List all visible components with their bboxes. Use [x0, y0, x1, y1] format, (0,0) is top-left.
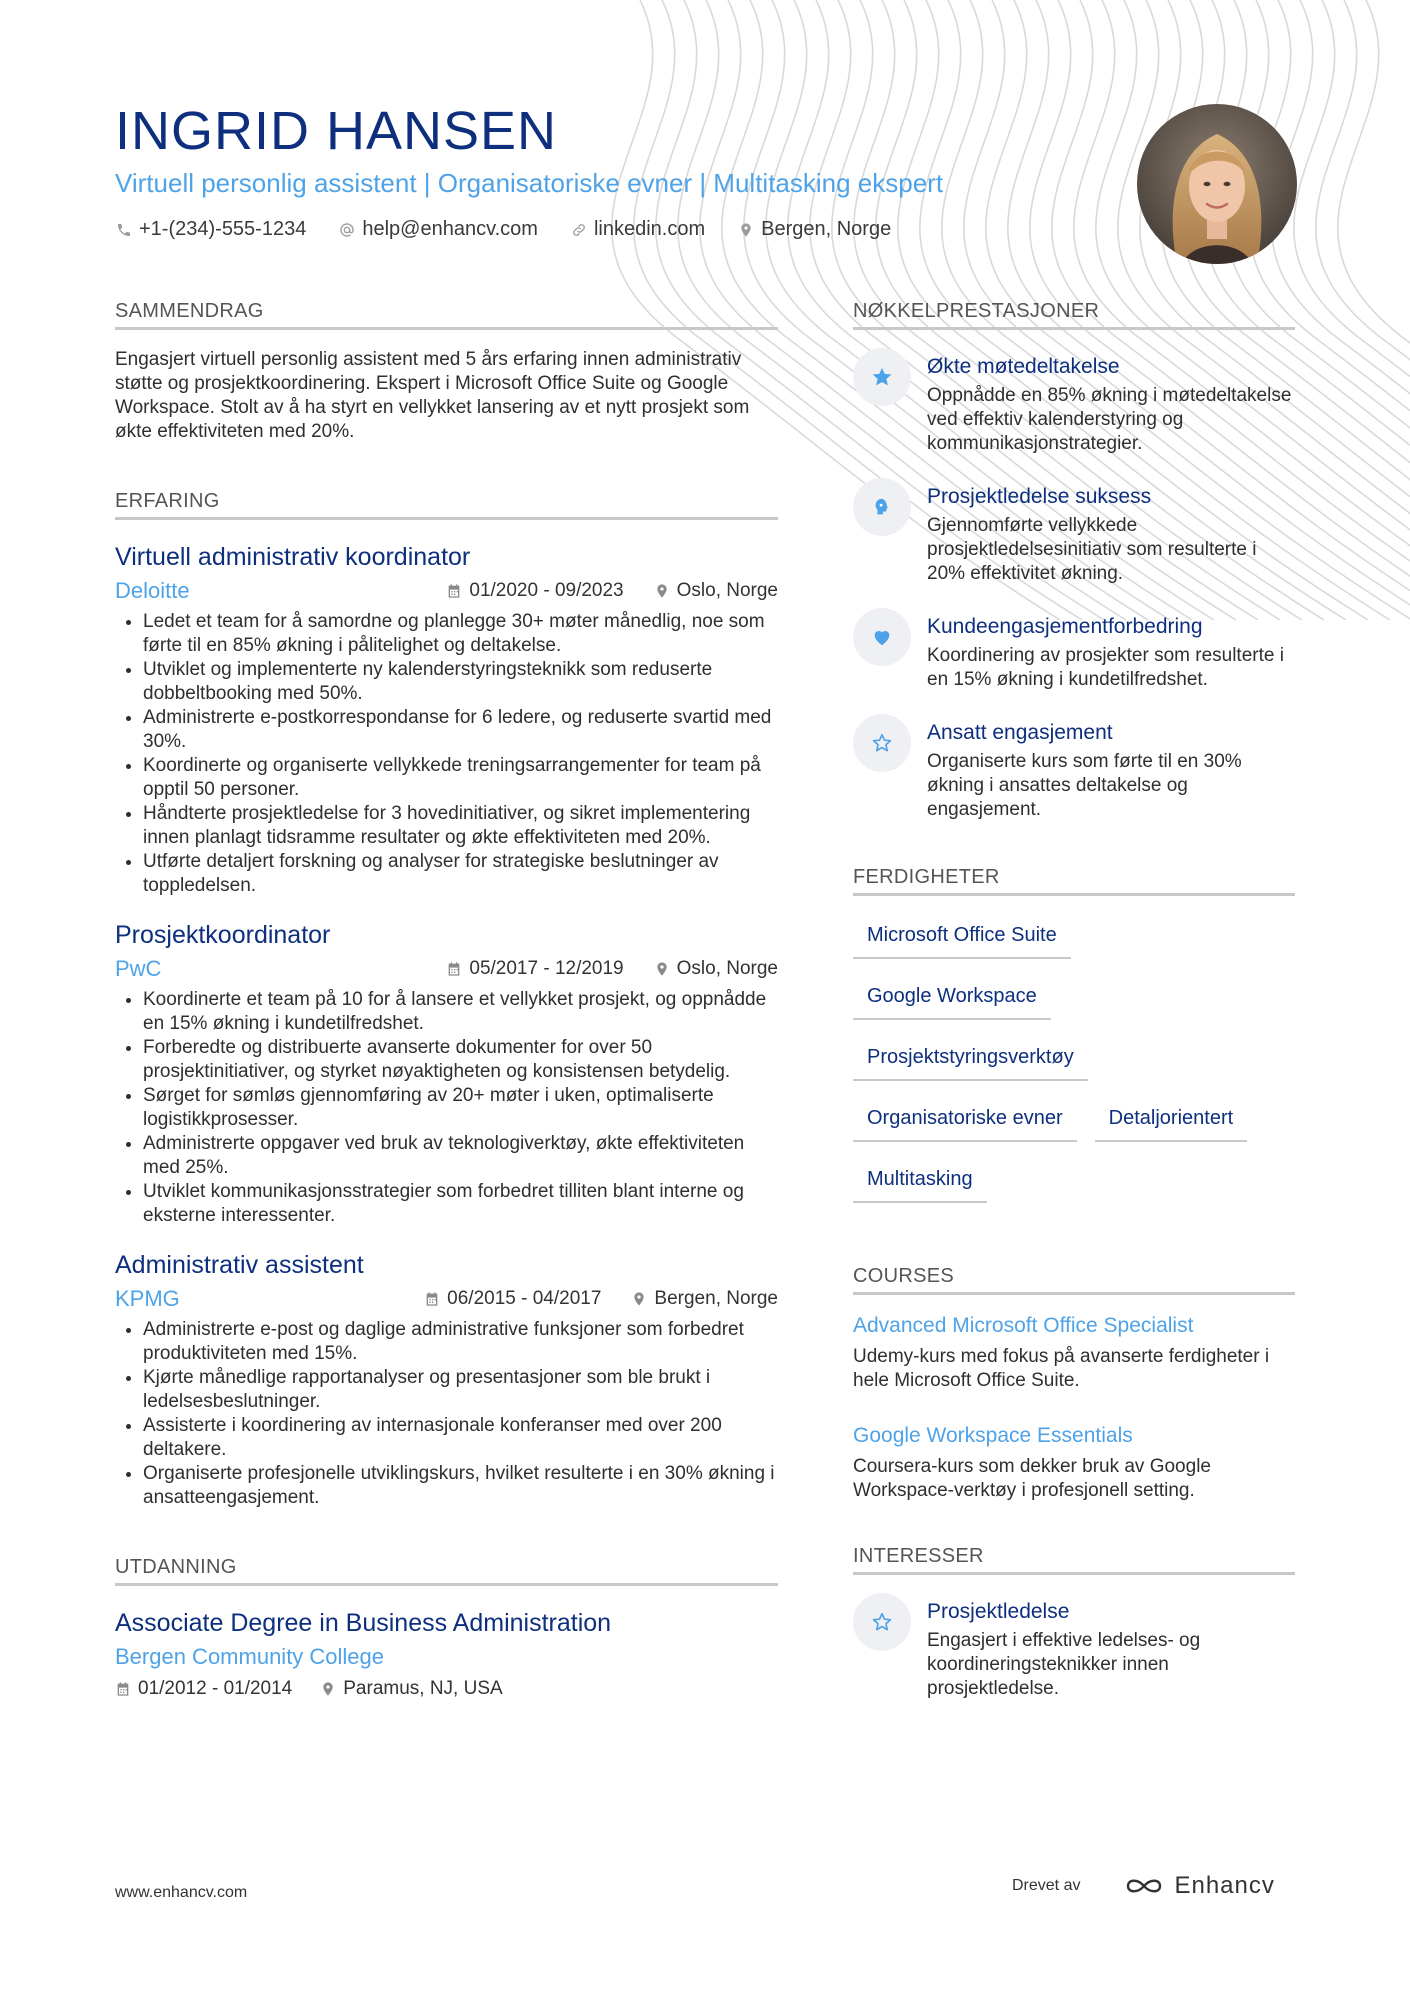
bullet-item: • Utførte detaljert forskning og analyser for strategiske beslutninger av toppledelsen.	[143, 850, 778, 898]
achievement-description: Oppnådde en 85% økning i møtedeltakelse ved effektiv kalenderstyring og kommunikasjonstrategier.	[927, 385, 1292, 454]
degree-title: Associate Degree in Business Administration	[115, 1609, 612, 1637]
job-location: Bergen, Norge	[654, 1288, 778, 1309]
brain-icon	[853, 478, 911, 536]
course-item	[853, 1313, 1295, 1393]
achievement-description: Gjennomførte vellykkede prosjektledelsesinitiativ som resulterte i 20% effektivitet økning.	[927, 515, 1257, 584]
calendar-icon	[115, 1681, 131, 1697]
company-name: PwC	[115, 956, 162, 981]
resume-header	[115, 100, 1115, 241]
linkedin-text: linkedin.com	[593, 218, 706, 240]
star-outline-icon	[853, 714, 911, 772]
calendar-icon	[424, 1291, 440, 1307]
job-entry	[115, 920, 778, 1228]
footer-branding	[1012, 1872, 1275, 1900]
summary-section	[115, 300, 778, 444]
experience-section	[115, 490, 778, 1510]
achievement-body	[927, 714, 1295, 822]
achievements-section	[853, 300, 1295, 822]
job-entry	[115, 542, 778, 898]
achievement-title: Ansatt engasjement	[927, 721, 1113, 744]
left-column	[115, 300, 778, 1700]
location-pin-icon	[654, 961, 670, 977]
bullet-item: • Koordinerte et team på 10 for å lansere et vellykket prosjekt, og oppnådde en 15% økning i kundetilfredshet.	[143, 988, 778, 1036]
interest-body	[927, 1593, 1295, 1701]
job-dates: 06/2015 - 04/2017	[447, 1288, 602, 1309]
achievement-description: Organiserte kurs som førte til en 30% økning i ansattes deltakelse og engasjement.	[927, 751, 1242, 820]
company-name: KPMG	[115, 1286, 180, 1311]
enhancv-logo-icon	[1124, 1875, 1164, 1897]
achievement-item	[853, 714, 1295, 822]
email-text: help@enhancv.com	[362, 218, 538, 240]
bullet-item: • Administrerte e-post og daglige administrative funksjoner som forbedret produktiviteten med 15%.	[143, 1318, 778, 1366]
heart-icon	[853, 608, 911, 666]
job-location: Oslo, Norge	[676, 958, 778, 979]
course-item	[853, 1423, 1295, 1503]
skill-tag: Prosjektstyringsverktøy	[853, 1034, 1088, 1081]
location-pin-icon	[654, 583, 670, 599]
interest-item	[853, 1593, 1295, 1701]
education-meta	[115, 1678, 778, 1700]
bullet-item: • Assisterte i koordinering av internasjonale konferanser med over 200 deltakere.	[143, 1414, 778, 1462]
skill-tag: Microsoft Office Suite	[853, 912, 1071, 959]
location-pin-icon	[320, 1681, 336, 1697]
job-meta	[115, 578, 778, 604]
course-description: Udemy-kurs med fokus på avanserte ferdigheter i hele Microsoft Office Suite.	[853, 1346, 1270, 1391]
footer-website[interactable]: www.enhancv.com	[115, 1884, 248, 1901]
contact-phone[interactable]	[115, 218, 306, 241]
interest-description: Engasjert i effektive ledelses- og koordineringsteknikker innen prosjektledelse.	[927, 1630, 1201, 1699]
location-text: Bergen, Norge	[761, 218, 892, 240]
profile-photo	[1137, 104, 1297, 264]
interest-title: Prosjektledelse	[927, 1600, 1070, 1623]
contact-email[interactable]	[338, 218, 538, 241]
job-bullets	[115, 988, 778, 1228]
bullet-item: • Sørget for sømløs gjennomføring av 20+ møter i uken, optimaliserte logistikkprosesser.	[143, 1084, 778, 1132]
job-title: Prosjektkoordinator	[115, 921, 331, 949]
skill-tag: Google Workspace	[853, 973, 1051, 1020]
location-pin-icon	[737, 221, 755, 239]
achievement-item	[853, 478, 1295, 586]
bullet-item: • Utviklet og implementerte ny kalenderstyringsteknikk som reduserte dobbeltbooking med 50%.	[143, 658, 778, 706]
job-meta-right	[446, 580, 778, 602]
location-pin-icon	[631, 1291, 647, 1307]
at-icon	[338, 221, 356, 239]
course-title: Advanced Microsoft Office Specialist	[853, 1314, 1194, 1337]
interest-list	[853, 1593, 1295, 1701]
candidate-name: INGRID HANSEN	[115, 101, 558, 161]
achievements-heading: NØKKELPRESTASJONER	[853, 300, 1295, 330]
school-name: Bergen Community College	[115, 1644, 385, 1669]
achievement-title: Økte møtedeltakelse	[927, 355, 1120, 378]
course-list	[853, 1313, 1295, 1503]
job-entry	[115, 1250, 778, 1510]
job-list	[115, 542, 778, 1510]
achievement-title: Prosjektledelse suksess	[927, 485, 1152, 508]
achievement-item	[853, 348, 1295, 456]
skill-tag: Organisatoriske evner	[853, 1095, 1077, 1142]
course-description: Coursera-kurs som dekker bruk av Google Workspace-verktøy i profesjonell setting.	[853, 1456, 1211, 1501]
education-location: Paramus, NJ, USA	[343, 1678, 503, 1699]
job-bullets	[115, 610, 778, 898]
courses-section	[853, 1265, 1295, 1503]
company-name: Deloitte	[115, 578, 190, 603]
bullet-item: • Koordinerte og organiserte vellykkede treningsarrangementer for team på opptil 50 personer.	[143, 754, 778, 802]
job-title: Administrativ assistent	[115, 1251, 364, 1279]
course-title: Google Workspace Essentials	[853, 1424, 1133, 1447]
interests-heading: INTERESSER	[853, 1545, 1295, 1575]
job-meta-right	[446, 958, 778, 980]
job-bullets	[115, 1318, 778, 1510]
brand-logo[interactable]	[1124, 1872, 1274, 1900]
skill-tag: Multitasking	[853, 1156, 987, 1203]
education-dates: 01/2012 - 01/2014	[138, 1678, 293, 1699]
skills-heading: FERDIGHETER	[853, 866, 1295, 896]
bullet-item: • Kjørte månedlige rapportanalyser og presentasjoner som ble brukt i ledelsesbeslutninger.	[143, 1366, 778, 1414]
achievement-item	[853, 608, 1295, 692]
bullet-item: • Organiserte profesjonelle utviklingskurs, hvilket resulterte i en 30% økning i ansatteengasjement.	[143, 1462, 778, 1510]
contact-location	[737, 218, 891, 241]
education-section	[115, 1556, 778, 1700]
achievement-body	[927, 608, 1295, 692]
summary-heading: SAMMENDRAG	[115, 300, 778, 330]
achievement-description: Koordinering av prosjekter som resulterte i en 15% økning i kundetilfredshet.	[927, 645, 1284, 690]
contact-info	[115, 218, 1115, 241]
job-dates: 05/2017 - 12/2019	[469, 958, 624, 979]
bullet-item: • Forberedte og distribuerte avanserte dokumenter for over 50 prosjektinitiativer, og styrket nøyaktigheten og konsistensen betydelig.	[143, 1036, 778, 1084]
skill-list	[853, 912, 1295, 1217]
right-column	[853, 300, 1295, 1701]
bullet-item: • Administrerte oppgaver ved bruk av teknologiverktøy, økte effektiviteten med 25%.	[143, 1132, 778, 1180]
job-title: Virtuell administrativ koordinator	[115, 543, 471, 571]
bullet-item: • Ledet et team for å samordne og planlegge 30+ møter månedlig, noe som førte til en 85% økning i pålitelighet og deltakelse.	[143, 610, 778, 658]
contact-linkedin[interactable]	[570, 218, 705, 241]
bullet-item: • Utviklet kommunikasjonsstrategier som forbedret tilliten blant interne og eksterne interessenter.	[143, 1180, 778, 1228]
job-location: Oslo, Norge	[676, 580, 778, 601]
courses-heading: COURSES	[853, 1265, 1295, 1295]
achievement-title: Kundeengasjementforbedring	[927, 615, 1203, 638]
achievement-body	[927, 478, 1295, 586]
achievement-body	[927, 348, 1295, 456]
job-meta	[115, 956, 778, 982]
experience-heading: ERFARING	[115, 490, 778, 520]
calendar-icon	[446, 583, 462, 599]
bullet-item: • Administrerte e-postkorrespondanse for 6 ledere, og reduserte svartid med 30%.	[143, 706, 778, 754]
interests-section	[853, 1545, 1295, 1701]
education-heading: UTDANNING	[115, 1556, 778, 1586]
skill-tag: Detaljorientert	[1095, 1095, 1248, 1142]
phone-icon	[115, 221, 133, 239]
bullet-item: • Håndterte prosjektledelse for 3 hovedinitiativer, og sikret implementering innen planlagt tidsramme resultater og økte effektiviteten med 20%.	[143, 802, 778, 850]
summary-text: Engasjert virtuell personlig assistent med 5 års erfaring innen administrativ støtte og prosjektkoordinering. Ekspert i Microsoft Office Suite og Google Workspace. Stolt av å ha styrt en vellykket lansering av et nytt prosjekt som økte effektiviteten med 20%.	[115, 349, 750, 442]
star-outline-icon	[853, 1593, 911, 1651]
skills-section	[853, 866, 1295, 1217]
link-icon	[570, 221, 588, 239]
wave-line	[1338, 0, 1410, 620]
job-meta	[115, 1286, 778, 1312]
brand-name: Enhancv	[1174, 1872, 1275, 1899]
achievement-list	[853, 348, 1295, 822]
powered-by-label: Drevet av	[1012, 1877, 1081, 1894]
calendar-icon	[446, 961, 462, 977]
job-meta-right	[424, 1288, 778, 1310]
star-filled-icon	[853, 348, 911, 406]
job-dates: 01/2020 - 09/2023	[469, 580, 624, 601]
candidate-headline: Virtuell personlig assistent | Organisatoriske evner | Multitasking ekspert	[115, 168, 944, 198]
phone-text: +1-(234)-555-1234	[139, 218, 307, 240]
